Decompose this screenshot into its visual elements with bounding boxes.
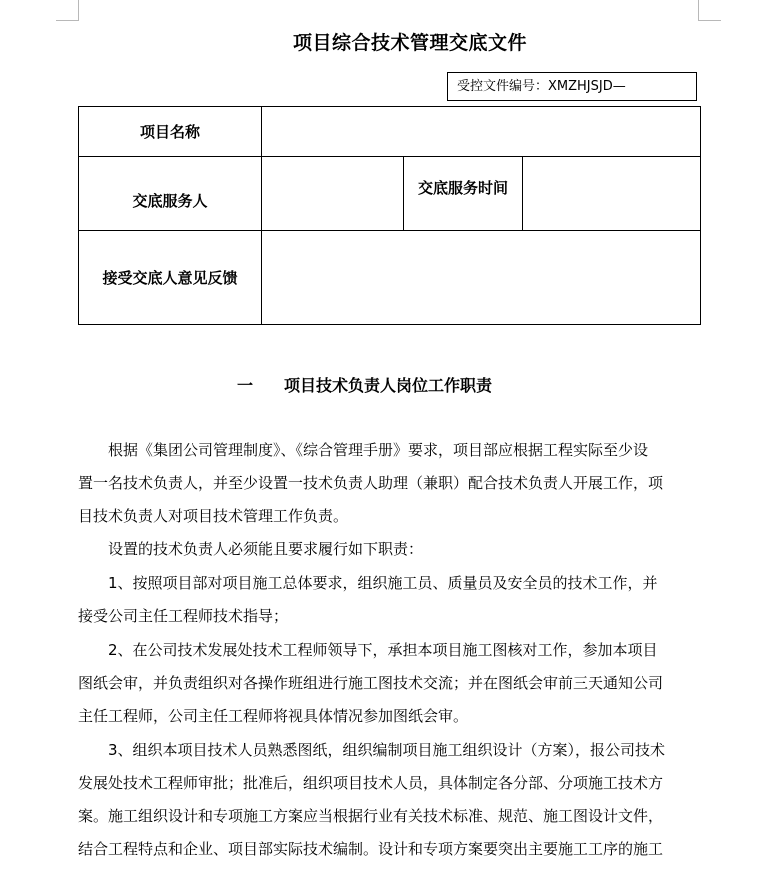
paragraph-5 [78,734,700,866]
feedback-label: 接受交底人意见反馈 [79,231,262,325]
paragraph-line: 案。施工组织设计和专项施工方案应当根据行业有关技术标准、规范、施工图设计文件， [78,807,664,825]
section-heading-text: 项目技术负责人岗位工作职责 [284,376,493,395]
paragraph-line: 图纸会审，并负责组织对各操作班组进行施工图技术交流；并在图纸会审前三天通知公司 [78,674,664,692]
page-corner-mark-right [698,0,721,21]
service-person-value [262,157,404,231]
paragraph-line: 根据《集团公司管理制度》、《综合管理手册》要求，项目部应根据工程实际至少设 [108,441,649,459]
feedback-value [262,231,701,325]
handover-info-table [78,106,701,325]
paragraph-line: 1、按照项目部对项目施工总体要求，组织施工员、质量员及安全员的技术工作，并 [108,574,658,592]
paragraph-line: 结合工程特点和企业、项目部实际技术编制。设计和专项方案要突出主要施工工序的施工 [78,840,664,858]
service-person-label: 交底服务人 [79,157,262,231]
service-time-label: 交底服务时间 [404,157,523,231]
paragraph-line: 目技术负责人对项目技术管理工作负责。 [78,507,349,525]
control-number-box: 受控文件编号：XMZHJSJD— [447,72,697,101]
paragraph-line: 接受公司主任工程师技术指导； [78,607,289,625]
paragraph-2 [78,533,700,566]
paragraph-line: 发展处技术工程师审批；批准后，组织项目技术人员，具体制定各分部、分项施工技术方 [78,774,664,792]
service-time-value [523,157,701,231]
section-heading [237,373,492,396]
paragraph-line: 2、在公司技术发展处技术工程师领导下，承担本项目施工图核对工作，参加本项目 [108,641,658,659]
page-corner-mark-left [56,0,79,21]
section-number: 一 [237,376,254,395]
paragraph-line: 3、组织本项目技术人员熟悉图纸，组织编制项目施工组织设计（方案），报公司技术 [108,741,666,759]
paragraph-1 [78,434,700,533]
paragraph-3 [78,567,700,633]
project-name-value [262,107,701,157]
paragraph-line: 主任工程师，公司主任工程师将视具体情况参加图纸会审。 [78,707,469,725]
paragraph-line: 设置的技术负责人必须能且要求履行如下职责： [108,540,424,558]
document-title: 项目综合技术管理交底文件 [292,32,527,54]
project-name-label: 项目名称 [79,107,262,157]
paragraph-line: 置一名技术负责人，并至少设置一技术负责人助理（兼职）配合技术负责人开展工作，项 [78,474,664,492]
paragraph-4 [78,634,700,733]
